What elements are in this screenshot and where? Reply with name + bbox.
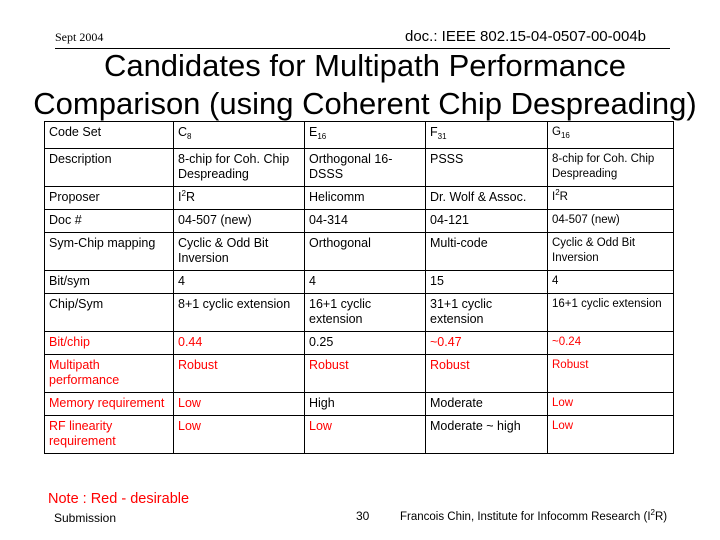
code-length: 16: [560, 131, 570, 140]
slide-title-line-2: Comparison (using Coherent Chip Despreading): [33, 86, 697, 121]
cell-text: R: [185, 190, 195, 204]
table-cell: [548, 187, 674, 210]
table-cell: Multi-code: [426, 233, 548, 271]
table-cell: 0.25: [305, 332, 426, 355]
table-cell: Cyclic & Odd Bit Inversion: [174, 233, 305, 271]
table-cell: 04-121: [426, 210, 548, 233]
table-cell: ~0.47: [426, 332, 548, 355]
table-cell: Low: [548, 416, 674, 454]
table-row: [45, 416, 674, 454]
table-cell: PSSS: [426, 149, 548, 187]
table-row: [45, 393, 674, 416]
legend-note: Note : Red - desirable: [48, 491, 190, 507]
row-label: RF linearity requirement: [45, 416, 174, 454]
code-length: 16: [317, 132, 327, 141]
table-cell: 0.44: [174, 332, 305, 355]
row-label: Memory requirement: [45, 393, 174, 416]
table-cell: Robust: [174, 355, 305, 393]
table-cell: 4: [548, 271, 674, 294]
table-cell: Low: [174, 393, 305, 416]
table-cell: Helicomm: [305, 187, 426, 210]
table-cell: 4: [305, 271, 426, 294]
cell-text: I: [178, 190, 182, 204]
header-cell-e16: [305, 122, 426, 149]
table-cell: Low: [174, 416, 305, 454]
table-cell: Low: [305, 416, 426, 454]
footer-author-text: Francois Chin, Institute for Infocomm Research (I: [400, 511, 651, 523]
table-row: [45, 355, 674, 393]
row-label: Doc #: [45, 210, 174, 233]
table-cell: Low: [548, 393, 674, 416]
comparison-table: [44, 121, 674, 454]
header-cell-g16: [548, 122, 674, 149]
cell-superscript: 2: [555, 188, 560, 197]
table-cell: 04-507 (new): [174, 210, 305, 233]
table-cell: 04-507 (new): [548, 210, 674, 233]
table-cell: Orthogonal: [305, 233, 426, 271]
code-letter: G: [552, 126, 561, 138]
table-row: [45, 210, 674, 233]
table-cell: Robust: [305, 355, 426, 393]
table-cell: 8-chip for Coh. Chip Despreading: [174, 149, 305, 187]
code-letter: E: [309, 125, 318, 139]
footer-superscript: 2: [650, 508, 655, 517]
code-length: 31: [437, 132, 447, 141]
row-label: Code Set: [45, 122, 174, 149]
table-cell: 31+1 cyclic extension: [426, 294, 548, 332]
table-row: [45, 149, 674, 187]
table-row: [45, 187, 674, 210]
header-cell-f31: [426, 122, 548, 149]
slide-title-line-1: Candidates for Multipath Performance: [103, 48, 627, 83]
header-date: Sept 2004: [55, 30, 104, 44]
row-label: Multipath performance: [45, 355, 174, 393]
table-cell: Moderate: [426, 393, 548, 416]
table-cell: Orthogonal 16-DSSS: [305, 149, 426, 187]
table-row: [45, 271, 674, 294]
table-header-row: [45, 122, 674, 149]
table-cell: [174, 187, 305, 210]
row-label: Description: [45, 149, 174, 187]
cell-text: I: [552, 191, 556, 203]
table-cell: High: [305, 393, 426, 416]
code-letter: F: [430, 125, 438, 139]
header-cell-c8: [174, 122, 305, 149]
row-label: Proposer: [45, 187, 174, 210]
footer-submission: Submission: [54, 511, 117, 525]
table-cell: Robust: [548, 355, 674, 393]
row-label: Chip/Sym: [45, 294, 174, 332]
footer-author-text: R): [655, 511, 668, 523]
page-number: 30: [356, 509, 370, 523]
table-cell: 04-314: [305, 210, 426, 233]
table-cell: Cyclic & Odd Bit Inversion: [548, 233, 674, 271]
table-cell: Robust: [426, 355, 548, 393]
table-row: [45, 233, 674, 271]
table-cell: ~0.24: [548, 332, 674, 355]
table-cell: Dr. Wolf & Assoc.: [426, 187, 548, 210]
row-label: Bit/chip: [45, 332, 174, 355]
footer-author: [400, 508, 668, 523]
table-cell: 15: [426, 271, 548, 294]
cell-text: R: [559, 191, 568, 203]
code-letter: C: [178, 125, 188, 139]
table-cell: 4: [174, 271, 305, 294]
table-cell: 16+1 cyclic extension: [548, 294, 674, 332]
table-row: [45, 294, 674, 332]
table-cell: 16+1 cyclic extension: [305, 294, 426, 332]
table-row: [45, 332, 674, 355]
table-cell: 8+1 cyclic extension: [174, 294, 305, 332]
table-cell: Moderate ~ high: [426, 416, 548, 454]
table-cell: 8-chip for Coh. Chip Despreading: [548, 149, 674, 187]
row-label: Bit/sym: [45, 271, 174, 294]
cell-superscript: 2: [181, 189, 186, 198]
row-label: Sym-Chip mapping: [45, 233, 174, 271]
header-doc-id: doc.: IEEE 802.15-04-0507-00-004b: [405, 28, 647, 45]
code-length: 8: [187, 132, 192, 141]
slide-title: [0, 47, 720, 123]
